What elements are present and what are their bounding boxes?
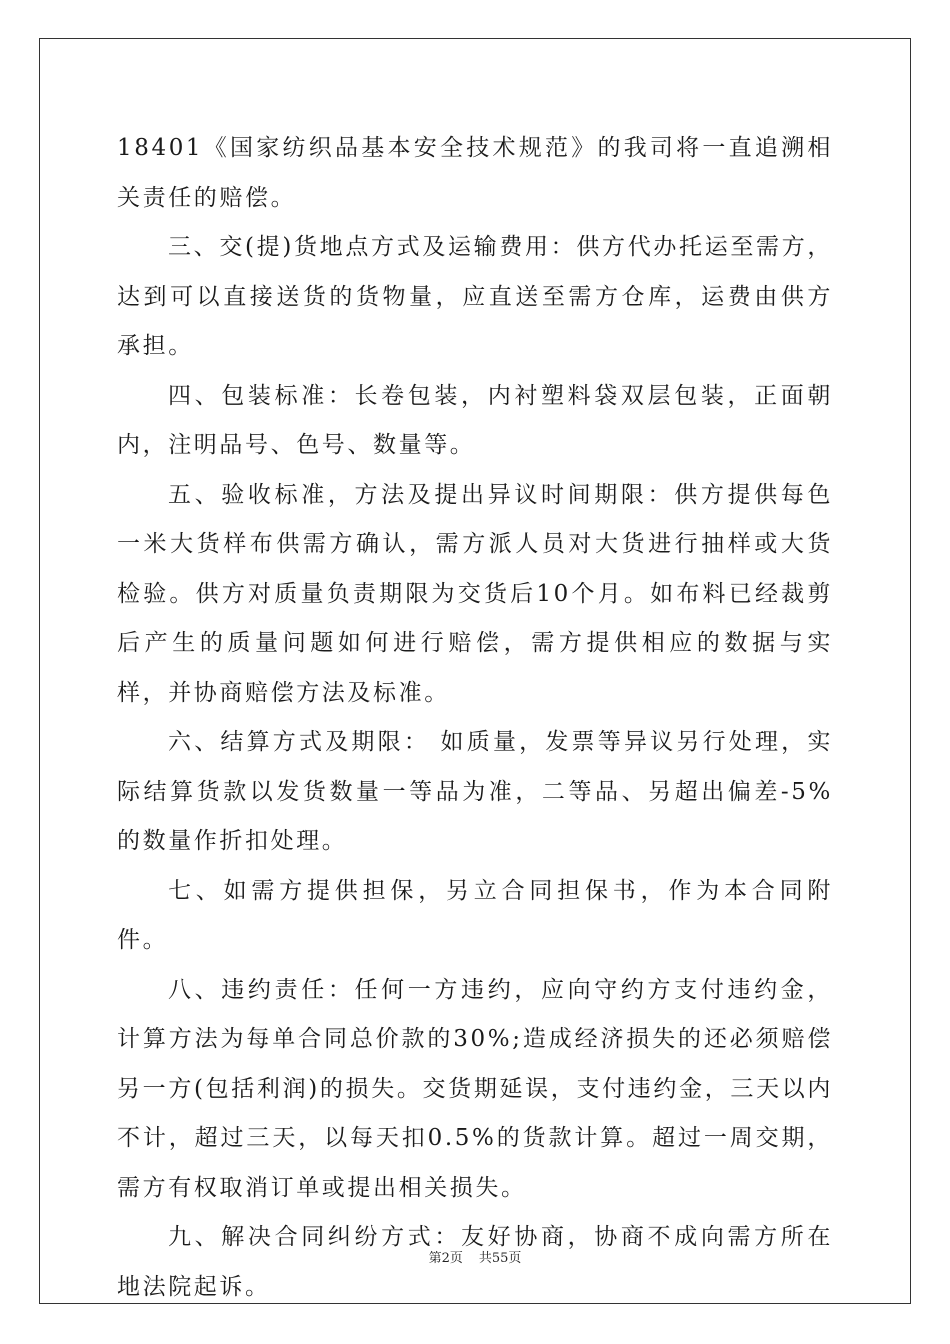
document-body (117, 124, 833, 1312)
paragraph-continuation: 18401《国家纺织品基本安全技术规范》的我司将一直追溯相关责任的赔偿。 (117, 135, 833, 211)
page-footer (0, 1247, 950, 1266)
paragraph-delivery-terms: 三、交(提)货地点方式及运输费用：供方代办托运至需方，达到可以直接送货的货物量，应直送至需方仓库，运费由供方承担。 (117, 234, 833, 359)
paragraph-acceptance: 五、验收标准，方法及提出异议时间期限：供方提供每色一米大货样布供需方确认，需方派人员对大货进行抽样或大货检验。供方对质量负责期限为交货后10个月。如布料已经裁剪后产生的质量问题如何进行赔偿，需方提供相应的数据与实样，并协商赔偿方法及标准。 (117, 481, 833, 706)
paragraph-disputes: 九、解决合同纠纷方式：友好协商，协商不成向需方所在地法院起诉。 (117, 1224, 833, 1300)
paragraph-settlement: 六、结算方式及期限： 如质量，发票等异议另行处理，实际结算货款以发货数量一等品为准，二等品、另超出偏差-5%的数量作折扣处理。 (117, 729, 833, 854)
paragraph-guarantee: 七、如需方提供担保，另立合同担保书，作为本合同附件。 (117, 877, 833, 953)
paragraph-packaging: 四、包装标准：长卷包装，内衬塑料袋双层包装，正面朝内，注明品号、色号、数量等。 (117, 382, 833, 458)
page-total: 共55页 (478, 1251, 522, 1266)
page-number: 第2页 (428, 1251, 463, 1266)
paragraph-breach: 八、违约责任：任何一方违约，应向守约方支付违约金，计算方法为每单合同总价款的30%;造成经济损失的还必须赔偿另一方(包括利润)的损失。交货期延误，支付违约金，三天以内不计，超过三天，以每天扣0.5%的货款计算。超过一周交期，需方有权取消订单或提出相关损失。 (117, 976, 833, 1201)
